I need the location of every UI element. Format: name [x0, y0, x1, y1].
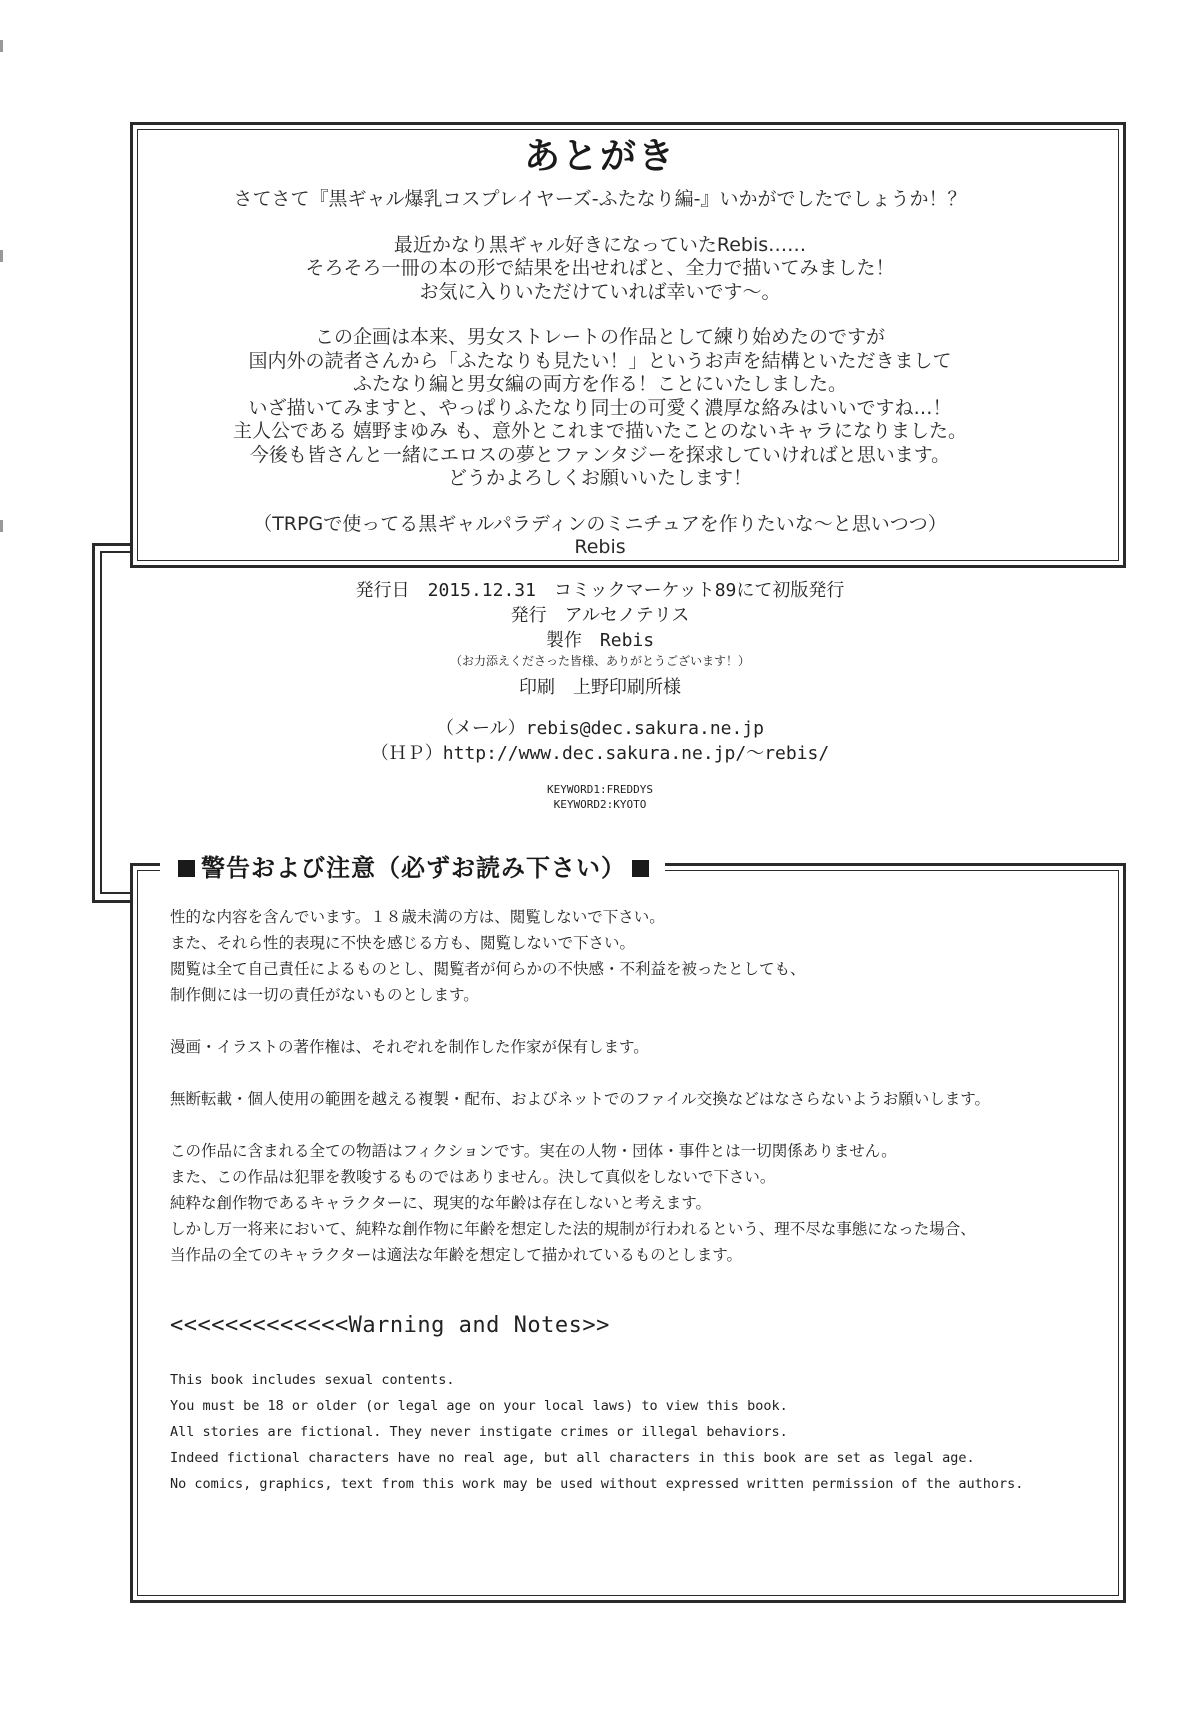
text-line: 当作品の全てのキャラクターは適法な年齢を想定して描かれているものとします。 — [170, 1246, 742, 1264]
connector-line — [100, 892, 130, 894]
text-line: ふたなり編と男女編の両方を作る！ことにいたしました。 — [352, 373, 847, 395]
blank-line — [170, 1112, 1110, 1138]
warning-english-title: <<<<<<<<<<<<<Warning and Notes>> — [170, 1313, 610, 1338]
text-line: そろそろ一冊の本の形で結果を出せればと、全力で描いてみました！ — [305, 257, 895, 279]
text-line: また、この作品は犯罪を教唆するものではありません。決して真似をしないで下さい。 — [170, 1168, 776, 1186]
text-line: 漫画・イラストの著作権は、それぞれを制作した作家が保有します。 — [170, 1038, 649, 1056]
text-line: 無断転載・個人使用の範囲を越える複製・配布、およびネットでのファイル交換などはなさらないようお願いします。 — [170, 1090, 990, 1108]
thanks-note: （お力添えくださった皆様、ありがとうございます！） — [449, 654, 750, 668]
afterword-title: あとがき — [523, 136, 676, 177]
text-line: 性的な内容を含んでいます。１８歳未満の方は、閲覧しないで下さい。 — [170, 908, 665, 926]
text-line: どうかよろしくお願いいたします！ — [447, 467, 752, 489]
text-line: この企画は本来、男女ストレートの作品として練り始めたのですが — [314, 326, 885, 348]
margin-tick — [0, 40, 3, 52]
text-line: Rebis — [574, 536, 626, 558]
text-line: さてさて『黒ギャル爆乳コスプレイヤーズ-ふたなり編-』いかがでしたでしょうか！？ — [233, 188, 967, 210]
blank-line — [160, 212, 1040, 234]
blank-line — [160, 491, 1040, 513]
text-line: いざ描いてみますと、やっぱりふたなり同士の可愛く濃厚な絡みはいいですね…！ — [248, 396, 952, 419]
warning-english-text — [170, 1367, 1110, 1497]
connector-line — [100, 551, 130, 553]
production: 製作 Rebis — [545, 630, 655, 651]
text-line: この作品に含まれる全ての物語はフィクションです。実在の人物・団体・事件とは一切関係ありません。 — [170, 1142, 897, 1160]
margin-tick — [0, 250, 3, 262]
connector-line — [92, 900, 132, 903]
warning-heading — [160, 848, 665, 883]
text-line: 閲覧は全て自己責任によるものとし、閲覧者が何らかの不快感・不利益を被ったとしても、 — [170, 960, 806, 978]
text-line: Indeed fictional characters have no real age, but all characters in this book are set as legal age. — [170, 1450, 975, 1466]
afterword-body — [160, 188, 1040, 560]
text-line: 最近かなり黒ギャル好きになっていたRebis…… — [393, 233, 807, 256]
black-square-icon — [632, 860, 649, 877]
text-line: 純粋な創作物であるキャラクターに、現実的な年齢は存在しないと考えます。 — [170, 1194, 711, 1212]
publisher: 発行 アルセノテリス — [510, 605, 690, 626]
issue-date: 発行日 2015.12.31 コミックマーケット89にて初版発行 — [355, 580, 845, 601]
warning-japanese-text — [170, 904, 1110, 1268]
text-line: All stories are fictional. They never instigate crimes or illegal behaviors. — [170, 1424, 788, 1440]
text-line: また、それら性的表現に不快を感じる方も、閲覧しないで下さい。 — [170, 934, 636, 952]
text-line: This book includes sexual contents. — [170, 1372, 455, 1388]
printing: 印刷 上野印刷所様 — [519, 677, 681, 698]
text-line: 今後も皆さんと一緒にエロスの夢とファンタジーを探求していければと思います。 — [249, 443, 951, 466]
mail-address: （メール）rebis@dec.sakura.ne.jp — [435, 718, 765, 739]
text-line: 国内外の読者さんから「ふたなりも見たい！」というお声を結構といただきまして — [248, 349, 952, 372]
black-square-icon — [178, 860, 195, 877]
text-line: You must be 18 or older (or legal age on your local laws) to view this book. — [170, 1398, 788, 1414]
keyword-1: KEYWORD1:FREDDYS — [547, 783, 653, 796]
blank-line — [170, 1008, 1110, 1034]
blank-line — [160, 304, 1040, 326]
keyword-2: KEYWORD2:KYOTO — [553, 798, 647, 811]
connector-line — [92, 543, 95, 903]
margin-tick — [0, 520, 3, 532]
text-line: お気に入りいただけていれば幸いです〜。 — [419, 280, 781, 303]
homepage-url: （ＨＰ）http://www.dec.sakura.ne.jp/〜rebis/ — [370, 743, 830, 764]
text-line: （TRPGで使ってる黒ギャルパラディンのミニチュアを作りたいな〜と思いつつ） — [253, 512, 947, 535]
connector-line — [100, 551, 102, 893]
colophon — [160, 578, 1040, 812]
text-line: No comics, graphics, text from this work may be used without expressed written permission of the authors. — [170, 1476, 1024, 1492]
warning-heading-text: 警告および注意（必ずお読み下さい） — [201, 854, 626, 882]
connector-line — [92, 543, 132, 546]
blank-line — [170, 1060, 1110, 1086]
text-line: 制作側には一切の責任がないものとします。 — [170, 986, 479, 1004]
text-line: しかし万一将来において、純粋な創作物に年齢を想定した法的規制が行われるという、理不尽な事態になった場合、 — [170, 1220, 976, 1238]
text-line: 主人公である 嬉野まゆみ も、意外とこれまで描いたことのないキャラになりました。 — [232, 420, 968, 442]
